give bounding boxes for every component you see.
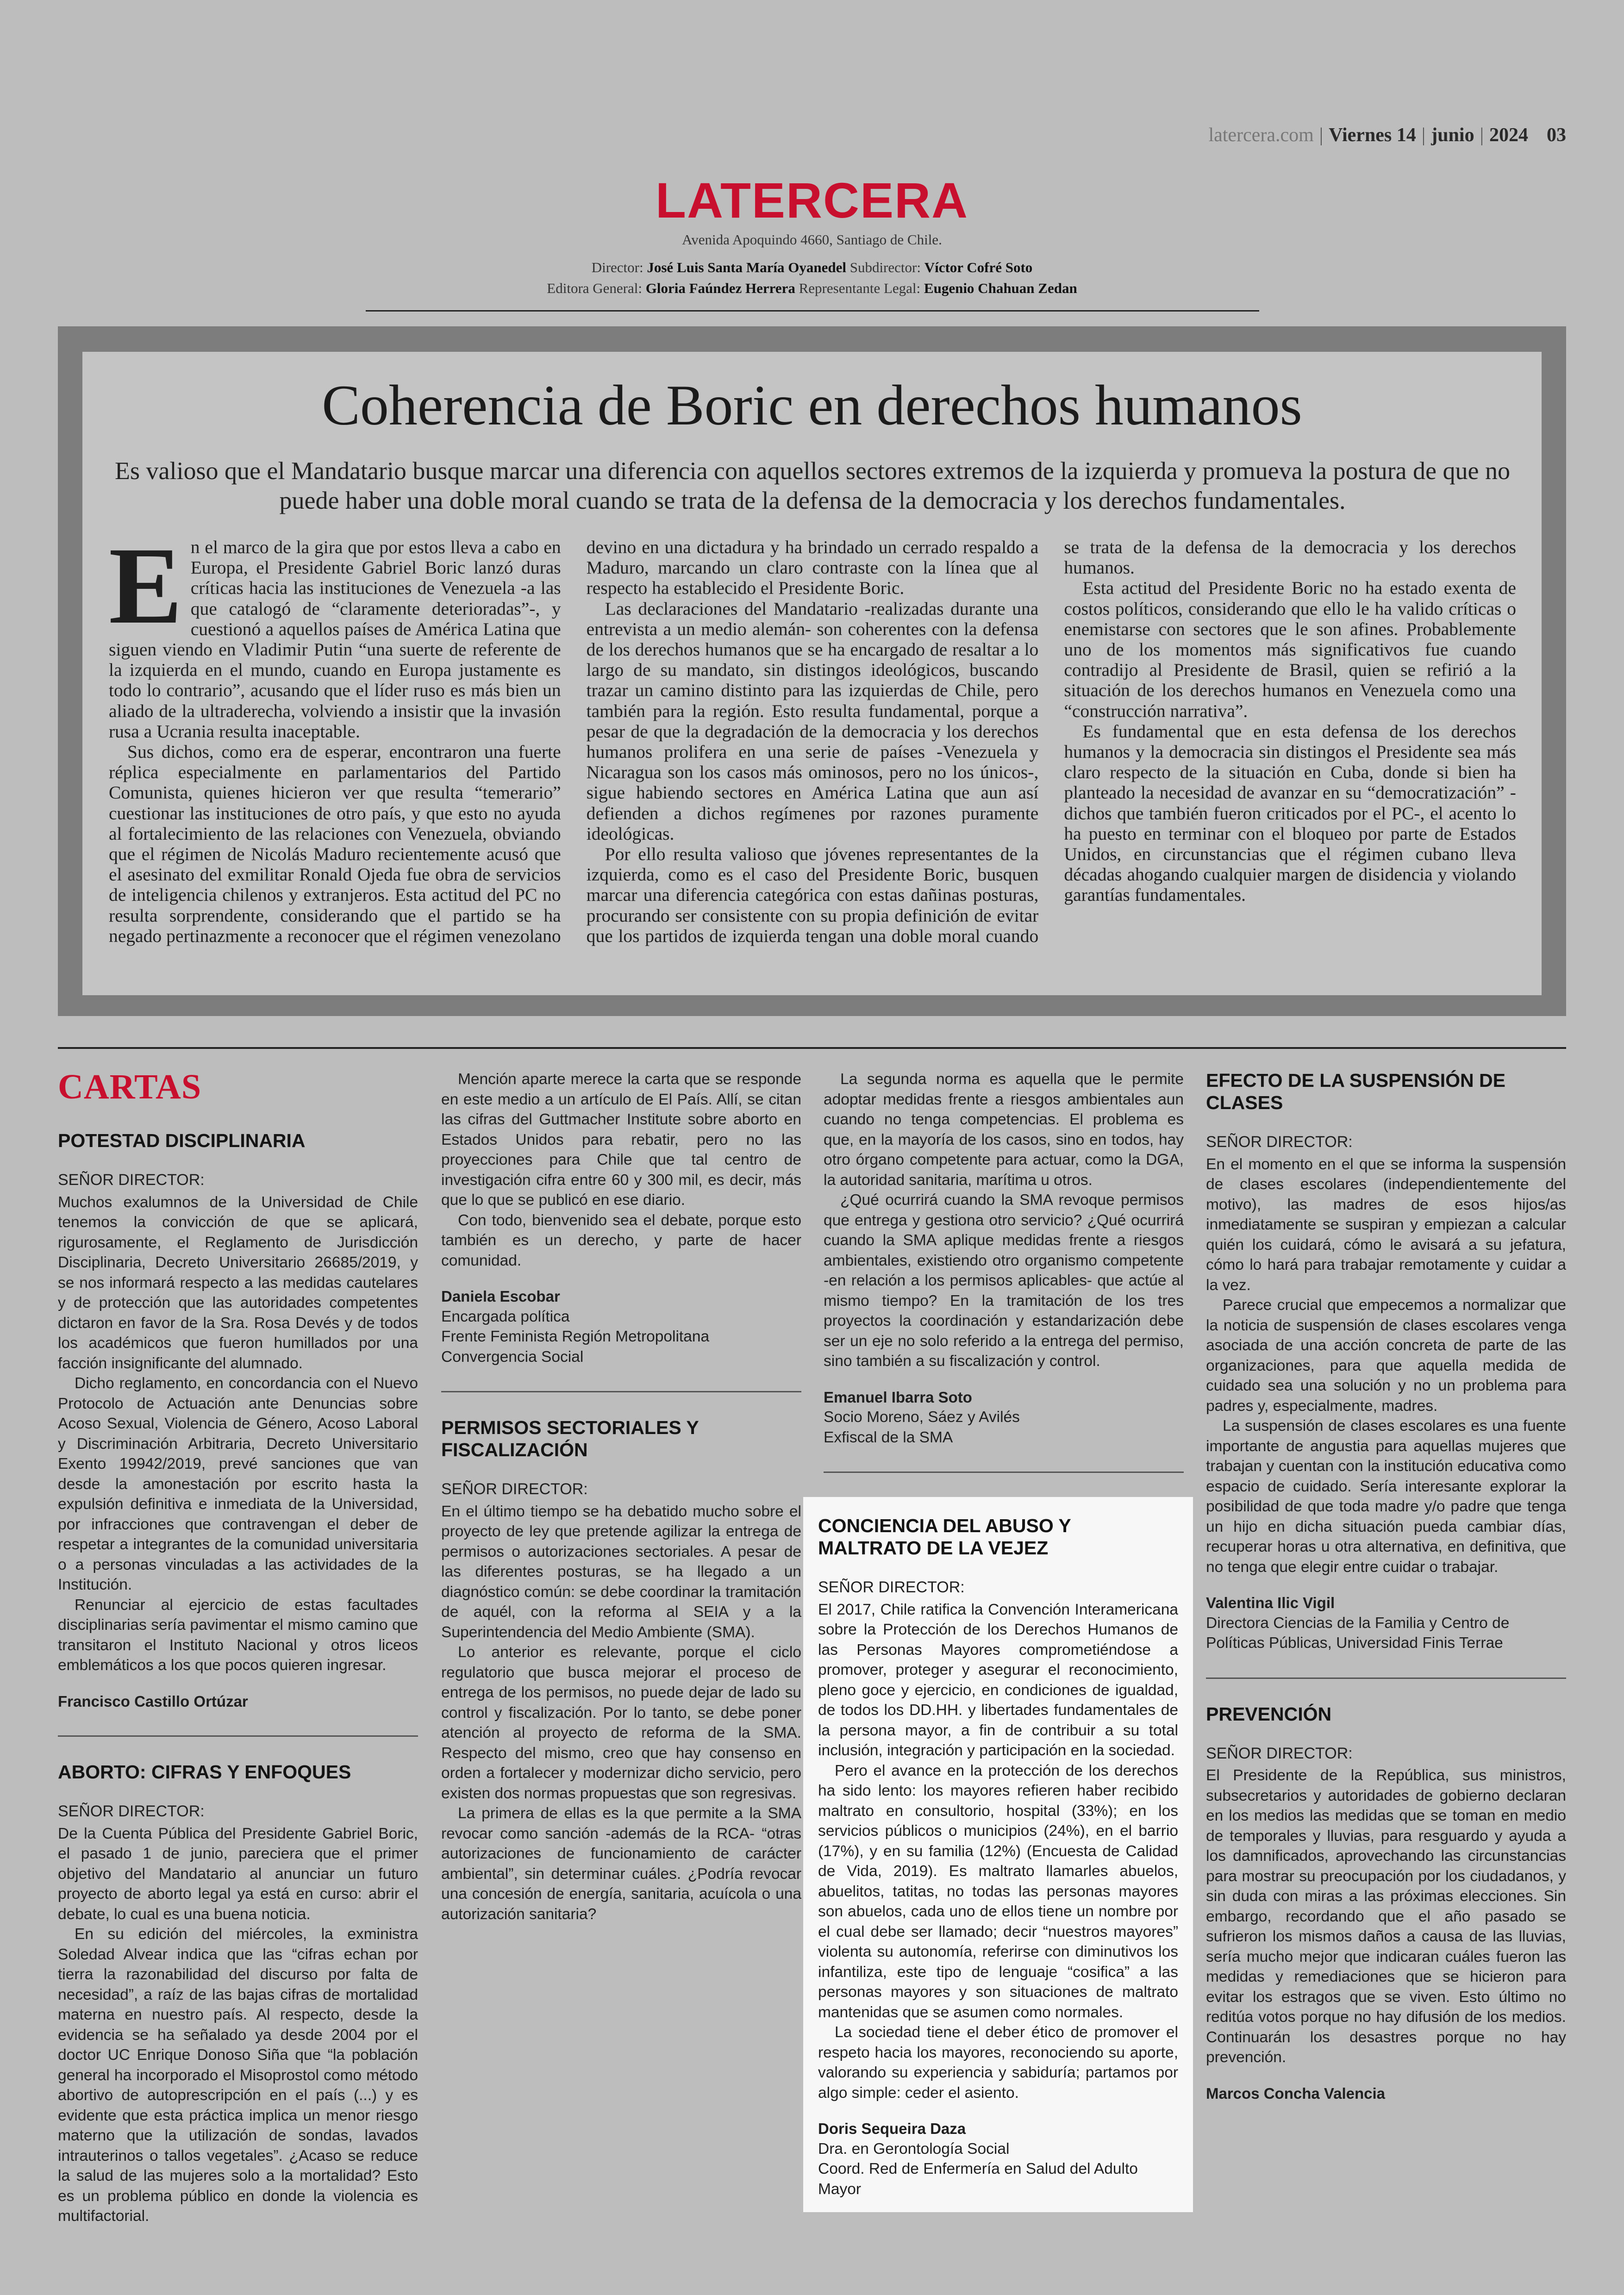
letter-heading: POTESTAD DISCIPLINARIA <box>58 1130 306 1151</box>
letter-paragraph: Parece crucial que empecemos a normalizar que la noticia de suspensión de clases escolares venga asociada de una acción concreta de parte de las organizaciones, para que aquella medida de cuidado sea una solución y no un problema para padres y, especialmente, madres. <box>1206 1297 1566 1415</box>
signer-role: Frente Feminista Región Metropolitana <box>441 1328 710 1345</box>
letter-signer: Marcos Concha Valencia <box>1206 2084 1385 2102</box>
section-title: CARTAS <box>58 1067 202 1106</box>
letter-paragraph: El Presidente de la República, sus ministros, subsecretarios y autoridades de gobierno declaran en los medios las medidas que se toman en medio de temporales y lluvias, para resguardo y ayuda a los damnificados, aprovechando las circunstancias para mostrar su preocupación por los ciudadanos, y sin duda con miras a las próximas elecciones. Sin embargo, recordando que el año pasado se sufrieron los mismos daños a causa de las lluvias, sería mucho mejor que indicaran cuáles fueron las medidas y remediaciones que se hicieron para evitar los estragos que se viven. Esto último no reditúa votos porque no hay difusión de los medios. Continuarán los desastres porque no hay prevención. <box>1206 1767 1566 2066</box>
letter-signer: Emanuel Ibarra Soto <box>824 1388 972 1406</box>
editora-name: Gloria Faúndez Herrera <box>645 280 795 296</box>
letter-heading: CONCIENCIA DEL ABUSO Y MALTRATO DE LA VEJEZ <box>818 1515 1071 1559</box>
salutation: SEÑOR DIRECTOR: <box>58 1802 205 1820</box>
letter-signer: Francisco Castillo Ortúzar <box>58 1692 248 1710</box>
folio-year: 2024 <box>1489 125 1528 146</box>
letter-paragraph: De la Cuenta Pública del Presidente Gabriel Boric, el pasado 1 de junio, pareciera que el primer objetivo del Mandatario al anunciar un futuro proyecto de aborto legal ya está en curso: abrir el debate, lo cual es una buena noticia. <box>58 1825 418 1923</box>
editorial-body <box>109 525 1516 984</box>
letters-column-1 <box>58 1129 418 2226</box>
subdirector-name: Víctor Cofré Soto <box>924 259 1033 275</box>
letter-signer: Valentina Ilic Vigil <box>1206 1594 1335 1611</box>
letter-paragraph: La sociedad tiene el deber ético de promover el respeto hacia los mayores, reconociendo su aporte, valorando su experiencia y sabiduría; partamos por algo simple: ceder el asiento. <box>818 2024 1178 2102</box>
letter-paragraph: ¿Qué ocurrirá cuando la SMA revoque permisos que entrega y gestiona otro servicio? ¿Qué ocurrirá cuando la SMA aplique medidas frente a riesgos ambientales, existiendo otro organismo competente -en relación a los permisos aplicables- que actúe al mismo tiempo? En la tramitación de los tres proyectos la coordinación y estandarización debe ser un eje no solo referido a la entrega del permiso, sino también a su fiscalización y control. <box>824 1191 1184 1370</box>
signer-role: Socio Moreno, Sáez y Avilés <box>824 1409 1020 1426</box>
letter-paragraph: Pero el avance en la protección de los derechos ha sido lento: los mayores refieren haber recibido maltrato en consultorio, hospital (33%); en los servicios públicos o municipios (24%), en el barrio (17%), y en su familia (12%) (Encuesta de Calidad de Vida, 2019). Es maltrato llamarles abuelos, abuelitos, tatitas, no todas las personas mayores son abuelos, cada uno de ellos tiene un nombre por el cual debe ser llamado; decir “nuestros mayores” violenta su autonomía, referirse con diminutivos los infantiliza, este tipo de lenguaje “cosifica” a las personas mayores y son situaciones de maltrato mantenidas que se asumen como normales. <box>818 1762 1178 2021</box>
drop-cap: E <box>109 525 182 647</box>
letter-paragraph: En el momento en el que se informa la suspensión de clases escolares (independientemente del motivo), las madres de esos hijos/as inmediatamente se suspiran y empiezan a calcular quién los cuidará, cómo le avisará a su jefatura, cómo lo hará para trabajar remotamente y cuidar a la vez. <box>1206 1155 1566 1294</box>
folio-day: Viernes 14 <box>1329 125 1416 146</box>
letters-column-3 <box>818 1069 1184 2212</box>
letter-signer: Daniela Escobar <box>441 1288 560 1305</box>
letter-paragraph: En su edición del miércoles, la exministra Soledad Alvear indica que las “cifras echan por tierra la razonabilidad del discurso por falta de necesidad”, a raíz de las bajas cifras de mortalidad materna en nuestro país. Al respecto, desde la evidencia se ha señalado ya desde 2004 por el doctor UC Enrique Donoso Siña que “la población general ha incorporado el Misoprostol como método abortivo de autoprescripción en el país (...) y es evidente que esta práctica implica un menor riesgo materno que la utilización de sondas, lavados intrauterinos o tallos vegetales”. ¿Acaso se reduce la salud de las mujeres solo a la mortalidad? Esto es un problema público en donde la violencia es multifactorial. <box>58 1926 418 2225</box>
folio-month: junio <box>1431 125 1474 146</box>
letter-aborto <box>58 1761 418 2226</box>
signer-role: Dra. en Gerontología Social <box>818 2140 1010 2158</box>
letter-paragraph: La segunda norma es aquella que le permite adoptar medidas frente a riesgos ambientales aun cuando no tenga competencias. El problema es que, en la mayoría de los casos, sino en todos, hay otro órgano competente para actuar, como la DGA, la autoridad sanitaria, marítima u otros. <box>824 1071 1184 1189</box>
letter-heading: EFECTO DE LA SUSPENSIÓN DE CLASES <box>1206 1070 1505 1113</box>
letter-heading: PREVENCIÓN <box>1206 1703 1332 1725</box>
director-name: José Luis Santa María Oyanedel <box>647 259 846 275</box>
letter-paragraph: Muchos exalumnos de la Universidad de Chile tenemos la convicción de que se aplicará, rigurosamente, el Reglamento de Jurisdicción Disciplinaria, Decreto Universitario 26685/2019, y se nos informará respecto a las medidas cautelares y de protección que las autoridades competentes dictaron en favor de la Sra. Rosa Devés y de todos los académicos que fueron humillados por una facción insignificante del alumnado. <box>58 1193 418 1372</box>
letter-suspension <box>1206 1069 1566 1653</box>
letter-paragraph: Mención aparte merece la carta que se responde en este medio a un artículo de El País. Allí, se citan las cifras del Guttmacher Institute sobre aborto en Estados Unidos para rebatir, pero no las proyecciones para Chile que tal centro de investigación cifra entre 60 y 300 mil, es decir, más que lo que se publicó en ese diario. <box>441 1071 801 1209</box>
editorial-lead: Es valioso que el Mandatario busque marcar una diferencia con aquellos sectores extremos de la izquierda y promueva la postura de que no puede haber una doble moral cuando se trata de la defensa de la democracia y los derechos fundamentales. <box>115 457 1510 514</box>
masthead-divider <box>366 310 1259 312</box>
letter-paragraph: Lo anterior es relevante, porque el ciclo regulatorio que busca mejorar el proceso de entrega de los permisos, no puede dejar de lado su control y fiscalización. Por lo tanto, se debe poner atención al proyecto de reforma de la SMA. Respecto del mismo, creo que hay consenso en orden a fortalecer y modernizar dicho servicio, pero existen dos normas propuestas que son regresivas. <box>441 1644 801 1802</box>
section-divider <box>58 1047 1566 1049</box>
letter-divider <box>58 1735 418 1737</box>
salutation: SEÑOR DIRECTOR: <box>818 1578 965 1596</box>
salutation: SEÑOR DIRECTOR: <box>58 1171 205 1189</box>
letter-paragraph: La suspensión de clases escolares es una fuente importante de angustia para aquellas mujeres que trabajan y cuentan con la institución educativa como espacio de cuidado. Sería interesante explorar la posibilidad de que toda madre y/o padre que tenga un hijo en dicha situación pueda cambiar días, recuperar horas u otra alternativa, en definitiva, que no tenga que elegir entre cuidar o trabajar. <box>1206 1417 1566 1576</box>
letter-paragraph: Con todo, bienvenido sea el debate, porque esto también es un derecho, y parte de hacer comunidad. <box>441 1211 801 1269</box>
signer-role: Directora Ciencias de la Familia y Centro de Políticas Públicas, Universidad Finis Terrae <box>1206 1614 1510 1652</box>
letter-permisos <box>441 1416 801 1924</box>
letter-heading: PERMISOS SECTORIALES Y FISCALIZACIÓN <box>441 1417 699 1460</box>
signer-role: Convergencia Social <box>441 1348 584 1366</box>
masthead-address: Avenida Apoquindo 4660, Santiago de Chile. <box>682 231 942 248</box>
editorial-paragraph: En el marco de la gira que por estos lleva a cabo en Europa, el Presidente Gabriel Boric lanzó duras críticas hacia las instituciones de Venezuela -a las que catalogó de “claramente deterioradas”-, y cuestionó a aquellos países de América Latina que siguen viendo en Vladimir Putin “una suerte de referente de la izquierda en el mundo, cuando en Europa justamente es todo lo contrario”, acusando que el líder ruso es más bien un aliado de la ultraderecha, volviendo a insistir que la invasión rusa a Ucrania resulta inaceptable. <box>109 525 561 742</box>
editorial-paragraph: Es fundamental que en esta defensa de los derechos humanos y la democracia sin distingos el Presidente sea más claro respecto de la situación en Cuba, donde si bien ha planteado la necesidad de avanzar en su “democratización” -dichos que también fueron criticados por el PC-, el acento lo ha puesto en terminar con el bloqueo por parte de Estados Unidos, en circunstancias que el régimen cubano lleva décadas ahogando cualquier margen de disidencia y violando garantías fundamentales. <box>1064 721 1516 905</box>
letter-divider <box>1206 1678 1566 1679</box>
representante-name: Eugenio Chahuan Zedan <box>924 280 1077 296</box>
masthead-editors: Editora General: Gloria Faúndez Herrera Representante Legal: Eugenio Chahuan Zedan <box>547 280 1077 296</box>
letter-divider <box>824 1472 1184 1473</box>
page-number: 03 <box>1547 125 1566 146</box>
letter-paragraph: La primera de ellas es la que permite a la SMA revocar como sanción -además de la RCA- “otras autorizaciones de funcionamiento de carácter ambiental”, sin determinar cuáles. ¿Podría revocar una concesión de energía, sanitaria, acuícola o una autorización sanitaria? <box>441 1805 801 1923</box>
signer-role: Coord. Red de Enfermería en Salud del Adulto Mayor <box>818 2160 1138 2198</box>
editorial-paragraph: Esta actitud del Presidente Boric no ha estado exenta de costos políticos, considerando que ello le ha valido críticas o enemistarse con sectores que le son afines. Probablemente uno de los momentos más significativos fue cuando contradijo al Presidente de Brasil, quien se refirió a la situación de los derechos humanos en Venezuela como una “construcción narrativa”. <box>1064 578 1516 721</box>
masthead-directors: Director: José Luis Santa María Oyanedel Subdirector: Víctor Cofré Soto <box>591 259 1033 275</box>
letters-column-4 <box>1206 1069 1566 2103</box>
editorial-paragraph: Las declaraciones del Mandatario -realizadas durante una entrevista a un medio alemán- son coherentes con la defensa de los derechos humanos que se ha encargado de resaltar a lo largo de su mandato, sin distingos ideológicos, buscando trazar un camino distinto para las izquierdas de Chile, pero también para la región. Esto resulta fundamental, porque a pesar de que la degradación de la democracia y los derechos humanos prolifera en una serie de países -Venezuela y Nicaragua son los casos más ominosos, pero no los únicos-, sigue habiendo sectores en América Latina que aun así defienden a dichos regímenes por razones puramente ideológicas. <box>586 598 1039 844</box>
signer-role: Exfiscal de la SMA <box>824 1428 953 1446</box>
salutation: SEÑOR DIRECTOR: <box>1206 1744 1353 1762</box>
letter-paragraph: Dicho reglamento, en concordancia con el Nuevo Protocolo de Actuación ante Denuncias sobre Acoso Sexual, Violencia de Género, Acoso Laboral y Discriminación Arbitraria, Decreto Universitario Exento 19942/2019, prevé sanciones que van desde la amonestación por escrito hasta la expulsión definitiva e inmediata de la Universidad, por infracciones que contravengan el deber de respetar a integrantes de la comunidad universitaria o a personas vinculadas a las actividades de la Institución. <box>58 1375 418 1593</box>
letter-heading: ABORTO: CIFRAS Y ENFOQUES <box>58 1761 351 1783</box>
letter-conciencia <box>803 1497 1193 2212</box>
letter-paragraph: En el último tiempo se ha debatido mucho sobre el proyecto de ley que pretende agilizar la entrega de permisos o autorizaciones sectoriales. A pesar de las diferentes posturas, se ha llegado a un diagnóstico común: se debe coordinar la tramitación de aquél, con la reforma al SEIA y a la Superintendencia del Medio Ambiente (SMA). <box>441 1503 801 1641</box>
editorial-title: Coherencia de Boric en derechos humanos <box>322 374 1302 437</box>
letter-paragraph: El 2017, Chile ratifica la Convención Interamericana sobre la Protección de los Derechos Humanos de las Personas Mayores comprometiéndose a promover, proteger y asegurar el reconocimiento, pleno goce y ejercicio, en condiciones de igualdad, de todos los DD.HH. y libertades fundamentales de la persona mayor, a fin de contribuir a su total inclusión, integración y participación en la sociedad. <box>818 1601 1178 1759</box>
page-folio: latercera.com | Viernes 14 | junio | 2024 03 <box>1208 125 1566 146</box>
letter-paragraph: Renunciar al ejercicio de estas facultades disciplinarias sería pavimentar el mismo camino que transitaron el Instituto Nacional y otros liceos emblemáticos a los que pocos quieren ingresar. <box>58 1596 418 1674</box>
letter-prevencion <box>1206 1703 1566 2104</box>
site-url[interactable]: latercera.com <box>1208 125 1314 146</box>
editorial-paragraph: Sus dichos, como era de esperar, encontraron una fuerte réplica especialmente en parlamentarios del Partido Comunista, quienes hicieron ver que resulta “temerario” cuestionar las instituciones de otro país, y que esto no ayuda al fortalecimiento de las relaciones con Venezuela, obviando que el régimen de Nicolás Maduro recientemente acusó que el asesinato del exmilitar Ronald Ojeda fue obra de servicios de inteligencia chilenos y extranjeros. Esta actitud del PC no resulta sorprendente, considerando que el partido se ha negado pertinazmente a reconocer que el régimen venezolano devino en una dictadura y ha brindado un cerrado respaldo a Maduro, marcando un claro contraste con la línea que al respecto ha establecido el Presidente Boric. <box>109 537 1039 946</box>
salutation: SEÑOR DIRECTOR: <box>1206 1133 1353 1151</box>
letter-divider <box>441 1391 801 1392</box>
letter-potestad <box>58 1129 418 1711</box>
letters-column-2 <box>441 1069 801 1924</box>
signer-role: Encargada política <box>441 1308 570 1325</box>
editorial-paragraph: Por ello resulta valioso que jóvenes representantes de la izquierda, como es el caso del Presidente Boric, busquen marcar una diferencia categórica con estas dañinas posturas, procurando ser consistente con su propia definición de evitar que los partidos de izquierda tengan una doble moral cuando se trata de la defensa de la democracia y los derechos humanos. <box>586 537 1516 946</box>
letter-signer: Doris Sequeira Daza <box>818 2120 966 2137</box>
salutation: SEÑOR DIRECTOR: <box>441 1480 588 1498</box>
newspaper-logo: LATERCERA <box>656 172 968 228</box>
